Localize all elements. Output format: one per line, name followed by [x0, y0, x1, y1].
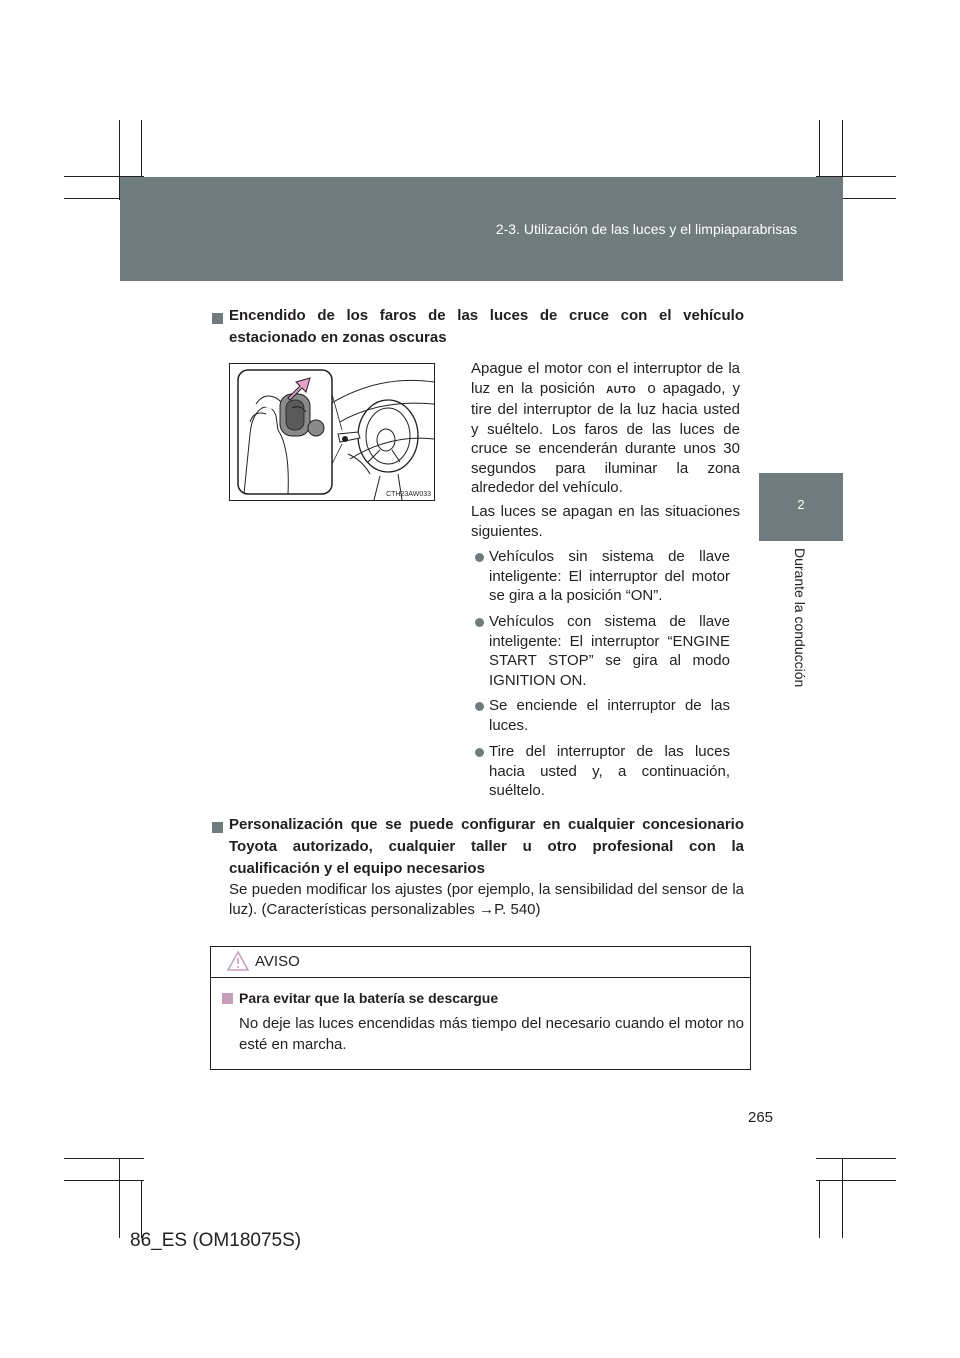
- bullet-dot-icon: [475, 553, 484, 562]
- bullet-dot-icon: [475, 748, 484, 757]
- page-number: 265: [748, 1109, 774, 1126]
- instruction-text-start: Apague el motor con el interruptor de la luz en la posición: [471, 360, 740, 397]
- customization-body: Se pueden modificar los ajustes (por ejemplo, la sensibilidad del sensor de la luz). (Características personalizables →P. 540): [229, 881, 744, 918]
- warning-header: [211, 947, 750, 978]
- condition-item: Vehículos sin sistema de llave inteligente: El interruptor del motor se gira a la posición “ON”.: [489, 548, 730, 604]
- auto-switch-label: AUTO: [606, 384, 637, 396]
- warning-bullet-icon: [222, 993, 233, 1004]
- heading-bullet-icon: [212, 313, 223, 324]
- section-heading: Encendido de los faros de las luces de cruce con el vehículo estacionado en zonas oscuras: [229, 307, 744, 346]
- warning-title: AVISO: [255, 953, 300, 970]
- crop-mark: [816, 1180, 896, 1181]
- bullet-dot-icon: [475, 702, 484, 711]
- chapter-side-label: [784, 548, 816, 703]
- section-title: 2-3. Utilización de las luces y el limpiaparabrisas: [495, 221, 797, 237]
- crop-mark: [816, 1158, 896, 1159]
- condition-item: Tire del interruptor de las luces hacia usted y, a continuación, suéltelo.: [489, 743, 730, 799]
- crop-mark: [119, 1158, 120, 1238]
- crop-mark: [819, 1180, 820, 1238]
- figure-code: CTH23AW033: [386, 491, 431, 498]
- crop-mark: [842, 1158, 843, 1238]
- warning-heading: Para evitar que la batería se descargue: [239, 990, 499, 1006]
- heading-bullet-icon: [212, 822, 223, 833]
- chapter-title: Durante la conducción: [792, 548, 808, 688]
- chapter-number: 2: [797, 497, 805, 512]
- instruction-paragraph: [471, 359, 740, 498]
- light-switch-illustration: [229, 363, 435, 501]
- condition-item: Se enciende el interruptor de las luces.: [489, 697, 730, 734]
- crop-mark: [64, 1180, 144, 1181]
- instruction-text-end: o apagado, y tire del interruptor de la luz hacia usted y suéltelo. Los faros de las luces de cruce se encenderán durante unos 30 segundos para iluminar la zona alrededor del vehículo.: [471, 379, 740, 496]
- condition-item: Vehículos con sistema de llave inteligente: El interruptor “ENGINE START STOP” se gira al modo IGNITION ON.: [489, 613, 730, 689]
- crop-mark: [64, 1158, 144, 1159]
- lights-off-intro: Las luces se apagan en las situaciones siguientes.: [471, 503, 740, 540]
- bullet-dot-icon: [475, 618, 484, 627]
- document-code: 86_ES (OM18075S): [130, 1230, 302, 1251]
- warning-triangle-icon: [226, 950, 250, 972]
- warning-box: [210, 946, 751, 1070]
- customization-heading: Personalización que se puede configurar en cualquier concesionario Toyota autorizado, cualquier taller u otro profesional con la cualificación y el equipo necesarios: [229, 816, 744, 877]
- warning-body: No deje las luces encendidas más tiempo del necesario cuando el motor no esté en marcha.: [239, 1015, 744, 1053]
- light-switch-drawing: [230, 364, 434, 500]
